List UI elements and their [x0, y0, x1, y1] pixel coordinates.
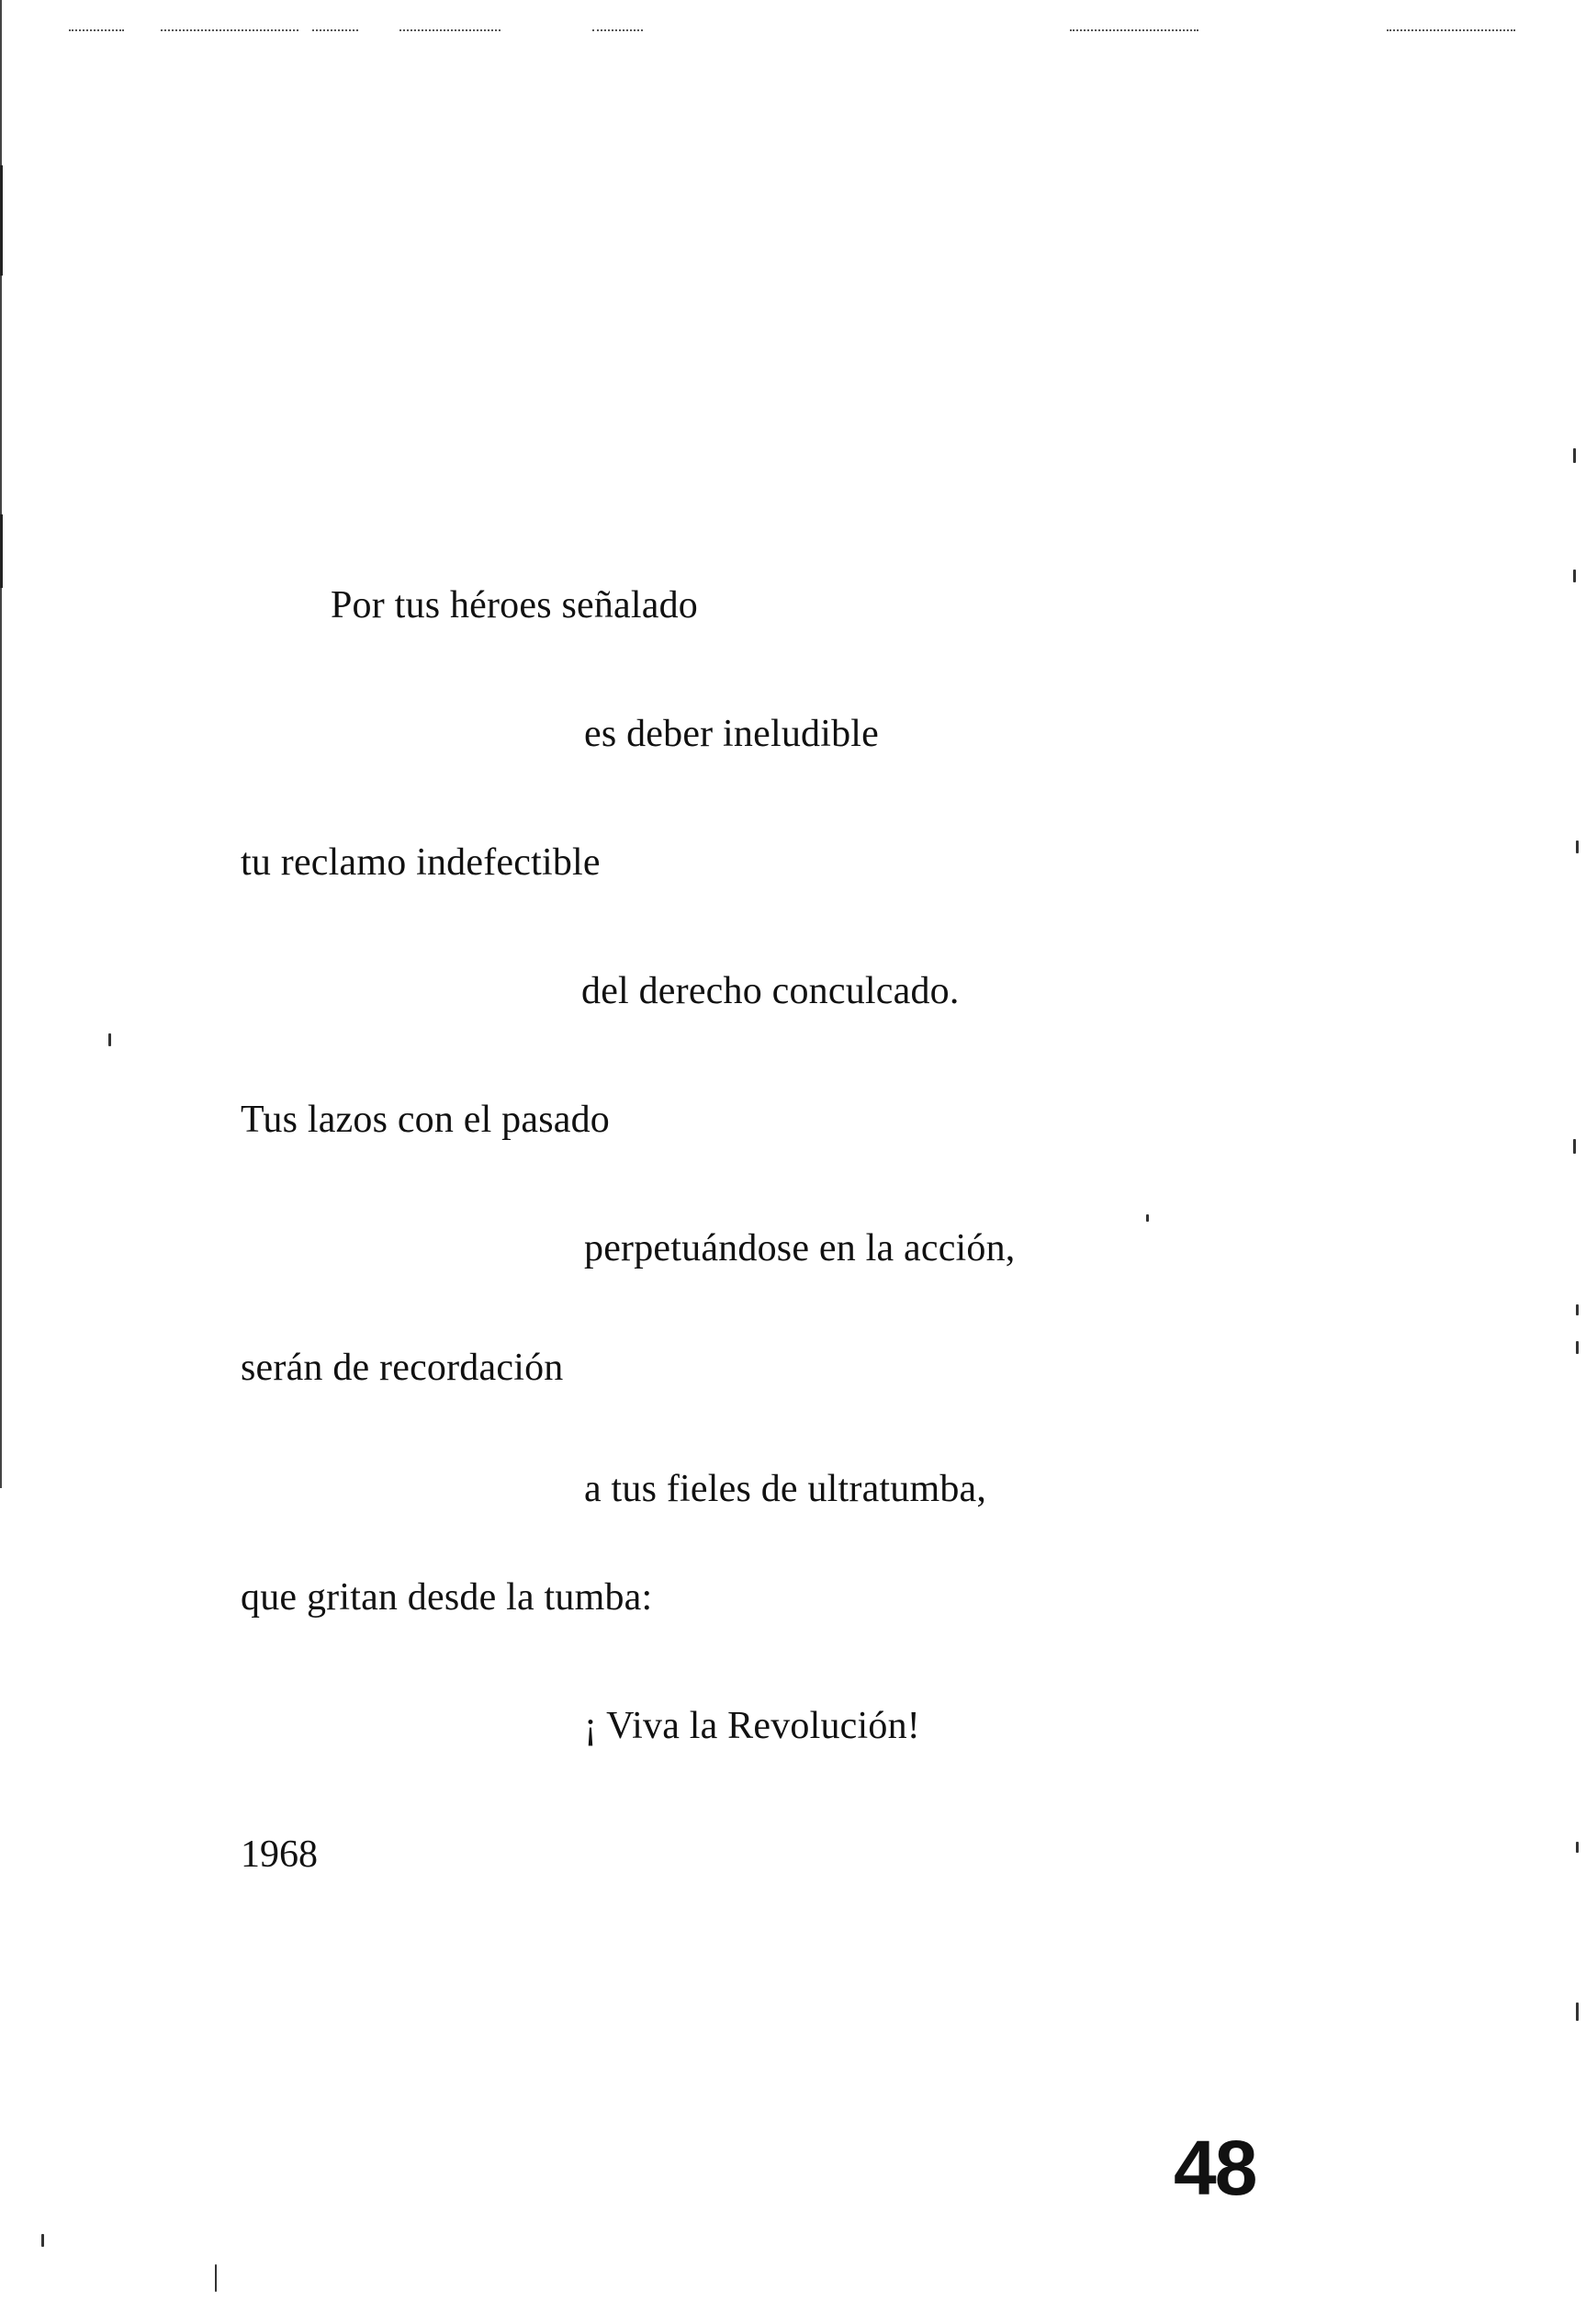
scan-speck — [1576, 1842, 1579, 1853]
scan-top-artifact — [592, 29, 643, 37]
scan-speck — [1576, 2002, 1579, 2021]
poem-line: Por tus héroes señalado — [331, 584, 699, 626]
poem-line: del derecho conculcado. — [581, 970, 960, 1012]
poem-line: que gritan desde la tumba: — [241, 1576, 653, 1619]
scan-speck — [41, 2234, 44, 2247]
scan-edge-mark — [0, 514, 3, 588]
scan-speck — [1576, 840, 1579, 853]
scan-top-artifact — [312, 29, 358, 37]
scan-speck — [1573, 570, 1576, 582]
scan-top-artifact — [1070, 29, 1198, 37]
poem-year: 1968 — [241, 1833, 318, 1876]
poem-line: ¡ Viva la Revolución! — [584, 1705, 920, 1747]
poem-line: Tus lazos con el pasado — [241, 1099, 611, 1141]
scan-speck — [1573, 448, 1576, 463]
scan-speck — [215, 2264, 217, 2292]
scan-speck — [1573, 1139, 1576, 1154]
poem-line: serán de recordación — [241, 1347, 564, 1389]
scan-top-artifact — [399, 29, 501, 37]
poem-line: perpetuándose en la acción, — [584, 1227, 1016, 1269]
page-number: 48 — [1174, 2125, 1256, 2211]
scan-speck — [1576, 1341, 1579, 1354]
scan-top-artifact — [161, 29, 298, 37]
poem-line: es deber ineludible — [584, 713, 880, 755]
scan-top-artifact — [69, 29, 124, 37]
scan-edge-mark — [0, 165, 3, 276]
poem-line: tu reclamo indefectible — [241, 841, 601, 884]
scan-speck — [1576, 1304, 1579, 1315]
poem-line: a tus fieles de ultratumba, — [584, 1468, 987, 1510]
scan-top-artifact — [1387, 29, 1515, 37]
scan-speck — [1146, 1214, 1149, 1222]
scan-speck — [108, 1033, 111, 1046]
